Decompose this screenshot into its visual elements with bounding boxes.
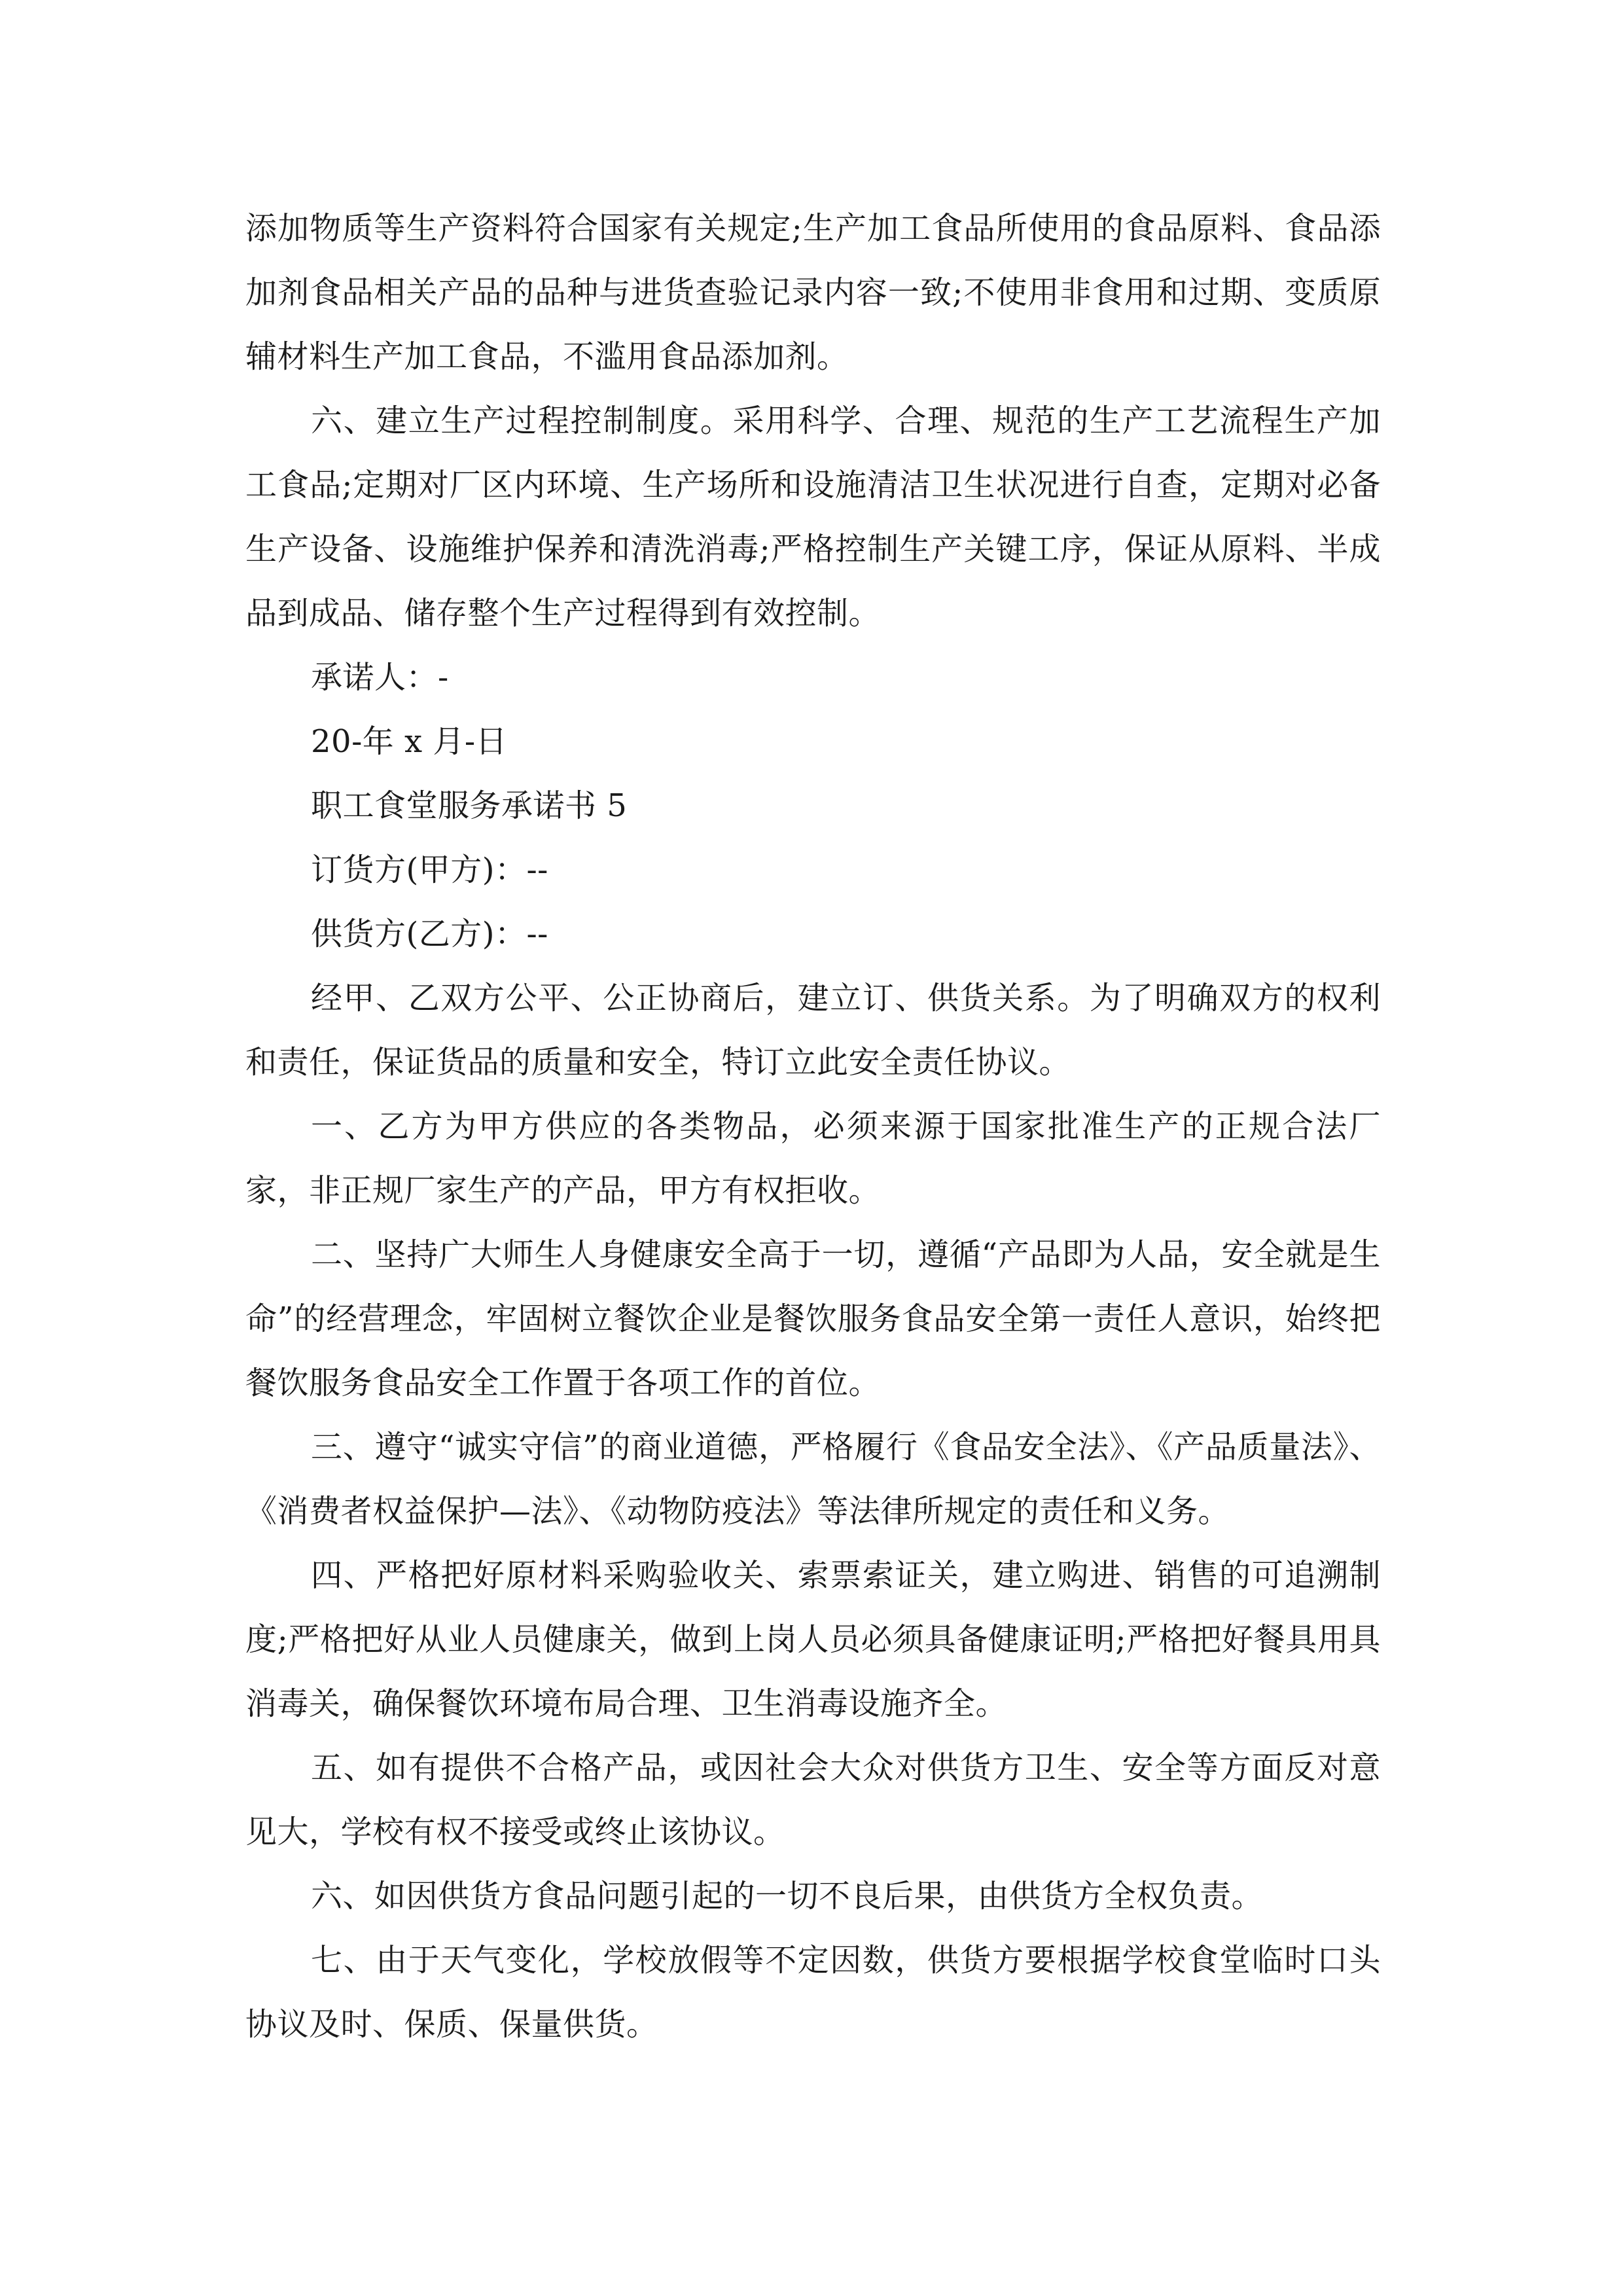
paragraph-item-6-process-control: 六、建立生产过程控制制度。采用科学、合理、规范的生产工艺流程生产加工食品;定期对厂区内环境、生产场所和设施清洁卫生状况进行自查，定期对必备生产设备、设施维护保养和清洗消毒;严格控制生产关键工序，保证从原料、半成品到成品、储存整个生产过程得到有效控制。 [245, 403, 1381, 632]
document-page [245, 196, 1381, 2056]
party-a-line: 订货方(甲方)：-- [311, 852, 548, 888]
party-b-line: 供货方(乙方)：-- [311, 916, 548, 952]
section-title: 职工食堂服务承诺书 5 [311, 787, 628, 824]
paragraph-continuation: 添加物质等生产资料符合国家有关规定;生产加工食品所使用的食品原料、食品添加剂食品相关产品的品种与进货查验记录内容一致;不使用非食用和过期、变质原辅材料生产加工食品，不滥用食品添加剂。 [245, 210, 1381, 375]
promisor-line: 承诺人：- [311, 659, 449, 696]
paragraph-item-7: 七、由于天气变化，学校放假等不定因数，供货方要根据学校食堂临时口头协议及时、保质、保量供货。 [245, 1942, 1381, 2043]
paragraph-item-1: 一、乙方为甲方供应的各类物品，必须来源于国家批准生产的正规合法厂家，非正规厂家生产的产品，甲方有权拒收。 [245, 1108, 1381, 1209]
paragraph-item-4: 四、严格把好原材料采购验收关、索票索证关，建立购进、销售的可追溯制度;严格把好从业人员健康关，做到上岗人员必须具备健康证明;严格把好餐具用具消毒关，确保餐饮环境布局合理、卫生消毒设施齐全。 [245, 1557, 1381, 1722]
paragraph-item-3: 三、遵守“诚实守信”的商业道德，严格履行《食品安全法》、《产品质量法》、《消费者权益保护—法》、《动物防疫法》等法律所规定的责任和义务。 [245, 1429, 1381, 1530]
paragraph-item-5: 五、如有提供不合格产品，或因社会大众对供货方卫生、安全等方面反对意见大，学校有权不接受或终止该协议。 [245, 1749, 1381, 1850]
paragraph-intro: 经甲、乙双方公平、公正协商后，建立订、供货关系。为了明确双方的权利和责任，保证货品的质量和安全，特订立此安全责任协议。 [245, 980, 1381, 1081]
paragraph-item-2: 二、坚持广大师生人身健康安全高于一切，遵循“产品即为人品，安全就是生命”的经营理念，牢固树立餐饮企业是餐饮服务食品安全第一责任人意识，始终把餐饮服务食品安全工作置于各项工作的首位。 [245, 1236, 1381, 1401]
paragraph-item-6: 六、如因供货方食品问题引起的一切不良后果，由供货方全权负责。 [311, 1878, 1264, 1914]
date-line: 20-年 x 月-日 [311, 723, 508, 760]
